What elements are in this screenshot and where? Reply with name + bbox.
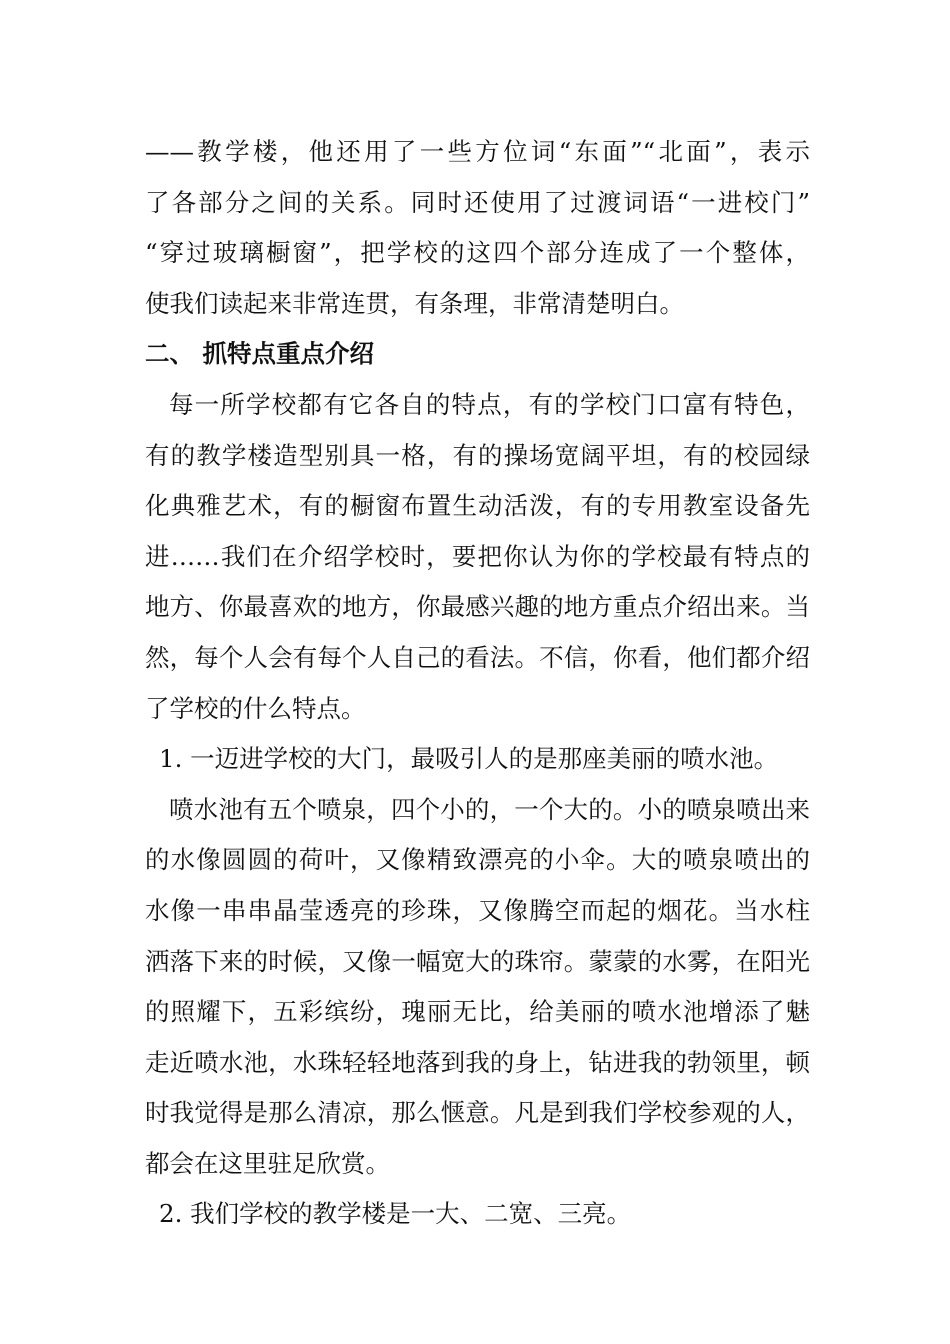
paragraph-line: 了各部分之间的关系。同时还使用了过渡词语“一进校门”: [145, 187, 810, 217]
paragraph-line: 有的教学楼造型别具一格，有的操场宽阔平坦，有的校园绿: [145, 440, 810, 470]
paragraph-line: 使我们读起来非常连贯，有条理，非常清楚明白。: [145, 288, 684, 318]
list-item: 2. 我们学校的教学楼是一大、二宽、三亮。: [159, 1199, 632, 1229]
paragraph-line: 地方、你最喜欢的地方，你最感兴趣的地方重点介绍出来。当: [145, 592, 810, 622]
paragraph-line: 了学校的什么特点。: [145, 693, 366, 723]
paragraph-line: 走近喷水池，水珠轻轻地落到我的身上，钻进我的勃领里，顿: [145, 1047, 810, 1077]
paragraph-line: 的照耀下，五彩缤纷，瑰丽无比，给美丽的喷水池增添了魅: [145, 997, 810, 1027]
paragraph-line: 的水像圆圆的荷叶，又像精致漂亮的小伞。大的喷泉喷出的: [145, 845, 810, 875]
paragraph-line: 进……我们在介绍学校时，要把你认为你的学校最有特点的: [145, 541, 810, 571]
list-item: 1. 一迈进学校的大门，最吸引人的是那座美丽的喷水池。: [159, 744, 779, 774]
paragraph-line: 洒落下来的时候，又像一幅宽大的珠帘。蒙蒙的水雾，在阳光: [145, 946, 810, 976]
paragraph-line: 然，每个人会有每个人自己的看法。不信，你看，他们都介绍: [145, 642, 810, 672]
paragraph-line: 化典雅艺术，有的橱窗布置生动活泼，有的专用教室设备先: [145, 491, 810, 521]
paragraph-line: 每一所学校都有它各自的特点，有的学校门口富有特色，: [169, 389, 810, 419]
paragraph-line: 水像一串串晶莹透亮的珍珠，又像腾空而起的烟花。当水柱: [145, 895, 810, 925]
paragraph-line: ——教学楼，他还用了一些方位词“东面”“北面”，表示: [145, 137, 810, 166]
paragraph-line: 时我觉得是那么清凉，那么惬意。凡是到我们学校参观的人，: [145, 1098, 810, 1128]
document-body: [145, 127, 810, 1240]
paragraph-line: 喷水池有五个喷泉，四个小的，一个大的。小的喷泉喷出来: [169, 794, 810, 824]
section-heading: 二、 抓特点重点介绍: [145, 339, 375, 369]
paragraph-line: 都会在这里驻足欣赏。: [145, 1148, 390, 1178]
paragraph-line: “穿过玻璃橱窗”，把学校的这四个部分连成了一个整体，: [145, 238, 810, 268]
